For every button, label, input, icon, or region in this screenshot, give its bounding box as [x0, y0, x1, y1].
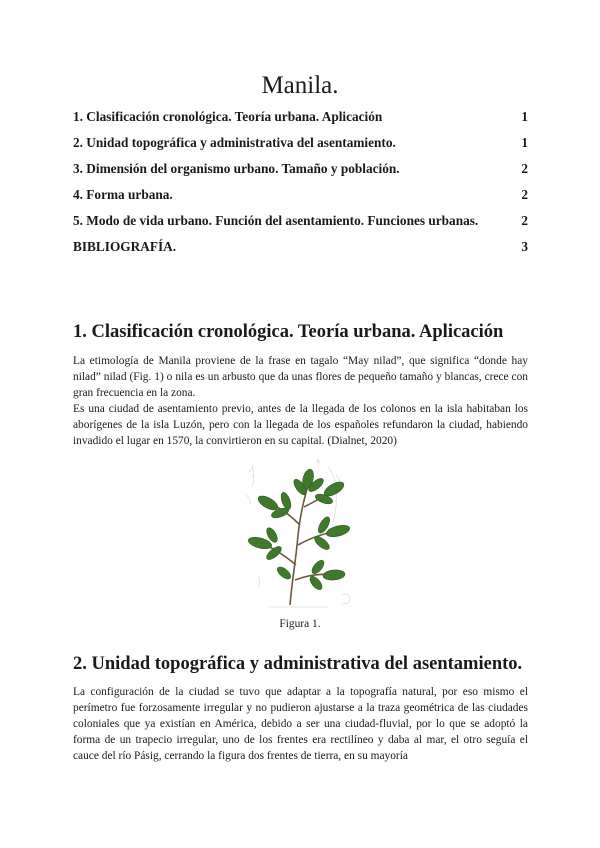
section-1-heading: 1. Clasificación cronológica. Teoría urbana. Aplicación — [73, 322, 504, 342]
toc-entry-title: BIBLIOGRAFÍA. — [73, 239, 177, 254]
table-of-contents — [73, 108, 528, 264]
toc-entry-page: 2 — [521, 161, 528, 176]
toc-entry-3[interactable] — [73, 160, 528, 186]
section-1-paragraph-1: La etimología de Manila proviene de la frase en tagalo “May nilad”, que significa “donde hay nilad” nilad (Fig. 1) o nila es un arbusto que da unas flores de pequeño tamaño y blancas, crece con gran frecuencia en la zona. — [73, 355, 528, 399]
toc-entry-title: 2. Unidad topográfica y administrativa del asentamiento. — [73, 135, 396, 150]
toc-entry-5[interactable] — [73, 212, 528, 238]
toc-entry-title: 3. Dimensión del organismo urbano. Tamaño y población. — [73, 161, 400, 176]
toc-entry-page: 2 — [521, 213, 528, 228]
nilad-plant-illustration — [238, 455, 362, 615]
section-2-heading: 2. Unidad topográfica y administrativa del asentamiento. — [73, 654, 523, 674]
toc-entry-page: 3 — [521, 239, 528, 254]
toc-entry-1[interactable] — [73, 108, 528, 134]
toc-entry-page: 1 — [521, 109, 528, 124]
figure-caption: Figura 1. — [279, 618, 321, 630]
toc-entry-title: 5. Modo de vida urbano. Función del asentamiento. Funciones urbanas. — [73, 213, 479, 228]
toc-entry-4[interactable] — [73, 186, 528, 212]
toc-entry-6[interactable] — [73, 238, 528, 264]
toc-entry-page: 1 — [521, 135, 528, 150]
toc-entry-title: 1. Clasificación cronológica. Teoría urbana. Aplicación — [73, 109, 383, 124]
section-1-paragraph-2: Es una ciudad de asentamiento previo, antes de la llegada de los colonos en la isla habitaban los aborígenes de la isla Luzón, pero con la llegada de los españoles refundaron la ciudad, habiendo invadido el lugar en 1570, la convirtieron en su capital. (Dialnet, 2020) — [73, 403, 528, 447]
toc-entry-2[interactable] — [73, 134, 528, 160]
section-2-paragraph-1: La configuración de la ciudad se tuvo que adaptar a la topografía natural, por eso mismo el perímetro fue forzosamente irregular y no pudieron ajustarse a la traza geométrica de las ciudades coloniales que ya existían en América, debido a ser una ciudad-fluvial, por lo que se adoptó la forma de un trapecio irregular, uno de los frentes era rectilíneo y daba al mar, el otro seguía el cauce del río Pásig, cerrando la figura dos frentes de tierra, en su mayoría — [73, 686, 528, 762]
toc-entry-page: 2 — [521, 187, 528, 202]
toc-entry-title: 4. Forma urbana. — [73, 187, 173, 202]
document-title: Manila. — [261, 72, 339, 99]
